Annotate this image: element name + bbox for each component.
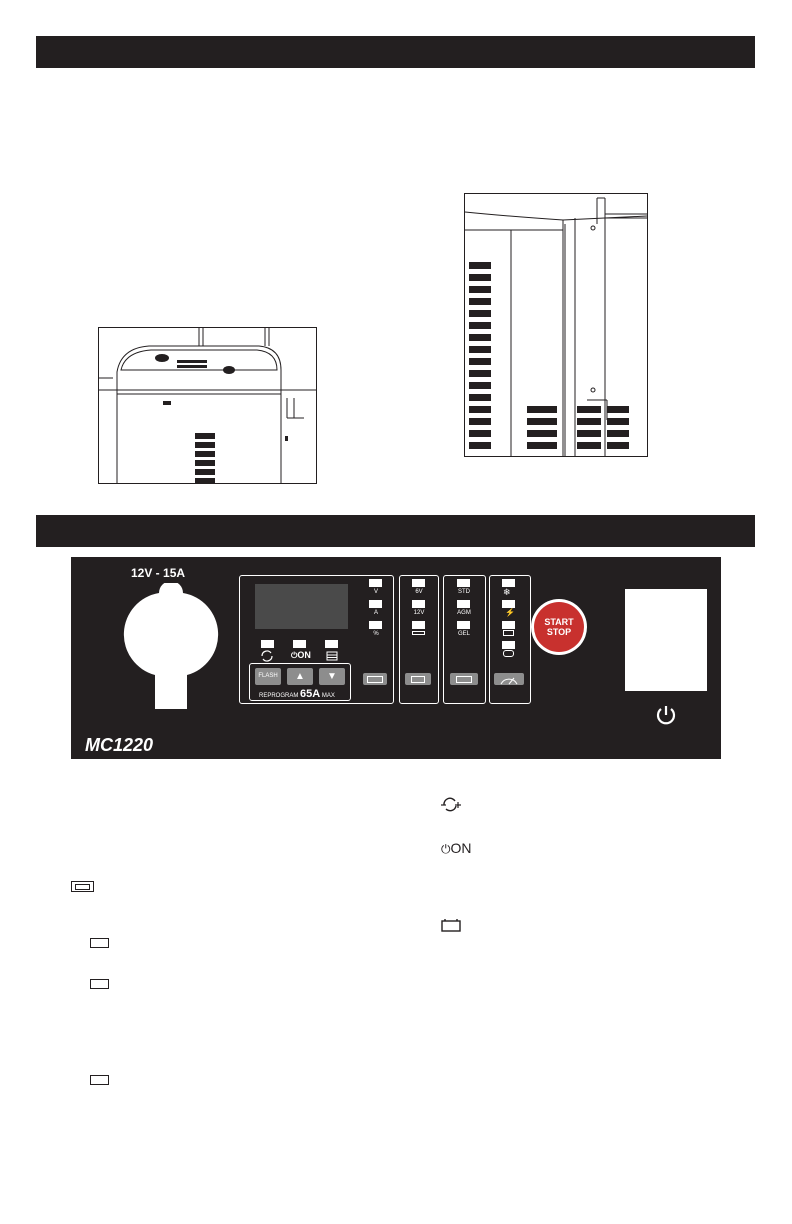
power-on-icon: ⏻ [441, 842, 451, 856]
display-mode-button[interactable] [363, 673, 387, 685]
max-label: MAX [321, 693, 335, 699]
voltage-rating: 12V - 15A [131, 566, 186, 580]
led-legend-box-3 [90, 1075, 109, 1085]
supply-icon [503, 650, 514, 657]
led-6v [412, 579, 425, 587]
led-repair [502, 621, 515, 629]
power-icon [654, 703, 678, 727]
down-arrow-icon: ▼ [327, 671, 337, 682]
voltage-select-button[interactable] [405, 673, 431, 685]
battery-icon [456, 676, 472, 683]
led-agm [457, 600, 470, 608]
charger-side-drawing [465, 194, 647, 456]
up-button[interactable] [287, 668, 313, 685]
flash-button[interactable] [255, 668, 281, 685]
label-agm: AGM [457, 610, 471, 616]
control-panel [71, 557, 721, 759]
led-legend-box-2 [90, 979, 109, 989]
status-led-2 [293, 640, 306, 648]
label-std: STD [458, 589, 470, 595]
accessory-socket-icon [119, 583, 223, 709]
status-led-1 [261, 640, 274, 648]
charger-side-illustration [464, 193, 648, 457]
start-label: START [544, 617, 574, 627]
memory-icon [326, 651, 338, 661]
label-percent: % [373, 631, 379, 637]
charger-top-drawing [99, 328, 316, 483]
maintain-icon [260, 650, 274, 662]
led-12v [412, 600, 425, 608]
label-a: A [373, 610, 378, 616]
reprogram-caption [259, 688, 335, 700]
led-supply [502, 641, 515, 649]
label-gel: GEL [457, 631, 470, 637]
led-gel [457, 621, 470, 629]
start-stop-button[interactable] [534, 602, 584, 652]
status-led-3 [325, 640, 338, 648]
on-legend-text: ON [450, 840, 472, 856]
led-legend-box-1 [90, 938, 109, 948]
led-capacity [412, 621, 425, 629]
maintain-legend-icon [441, 797, 461, 813]
led-cold [502, 579, 515, 587]
section-header-bar [36, 36, 755, 68]
label-12v: 12V [413, 610, 425, 616]
up-arrow-icon: ▲ [295, 671, 305, 682]
charge-mode-button[interactable] [494, 673, 524, 685]
snowflake-icon: ❄ [503, 587, 511, 597]
led-std [457, 579, 470, 587]
led-percent [369, 621, 382, 629]
section-header-bar-2 [36, 515, 755, 547]
led-boost [502, 600, 515, 608]
on-text: ON [297, 650, 311, 660]
led-a [369, 600, 382, 608]
model-number: MC1220 [85, 735, 154, 755]
lightning-icon: ⚡ [505, 608, 515, 617]
down-button[interactable] [319, 668, 345, 685]
reprogram-label: REPROGRAM [259, 693, 299, 699]
charger-top-illustration [98, 327, 317, 484]
capacity-icon [412, 631, 425, 635]
stop-label: STOP [546, 627, 572, 637]
flash-button-label: FLASH [258, 673, 278, 679]
led-v [369, 579, 382, 587]
battery-select-icon [411, 676, 425, 683]
on-indicator-label: ⏻ON [291, 650, 311, 660]
label-6v: 6V [415, 589, 423, 595]
amp-value: 65A [300, 688, 321, 700]
digital-display [255, 584, 348, 629]
label-v: V [373, 589, 378, 595]
repair-icon [503, 630, 514, 636]
display-legend-icon [71, 881, 94, 892]
label-area [625, 589, 707, 691]
gauge-icon [494, 674, 524, 686]
display-mode-icon [367, 676, 383, 683]
on-legend [441, 840, 472, 857]
battery-type-button[interactable] [450, 673, 478, 685]
battery-legend-icon [441, 918, 461, 932]
